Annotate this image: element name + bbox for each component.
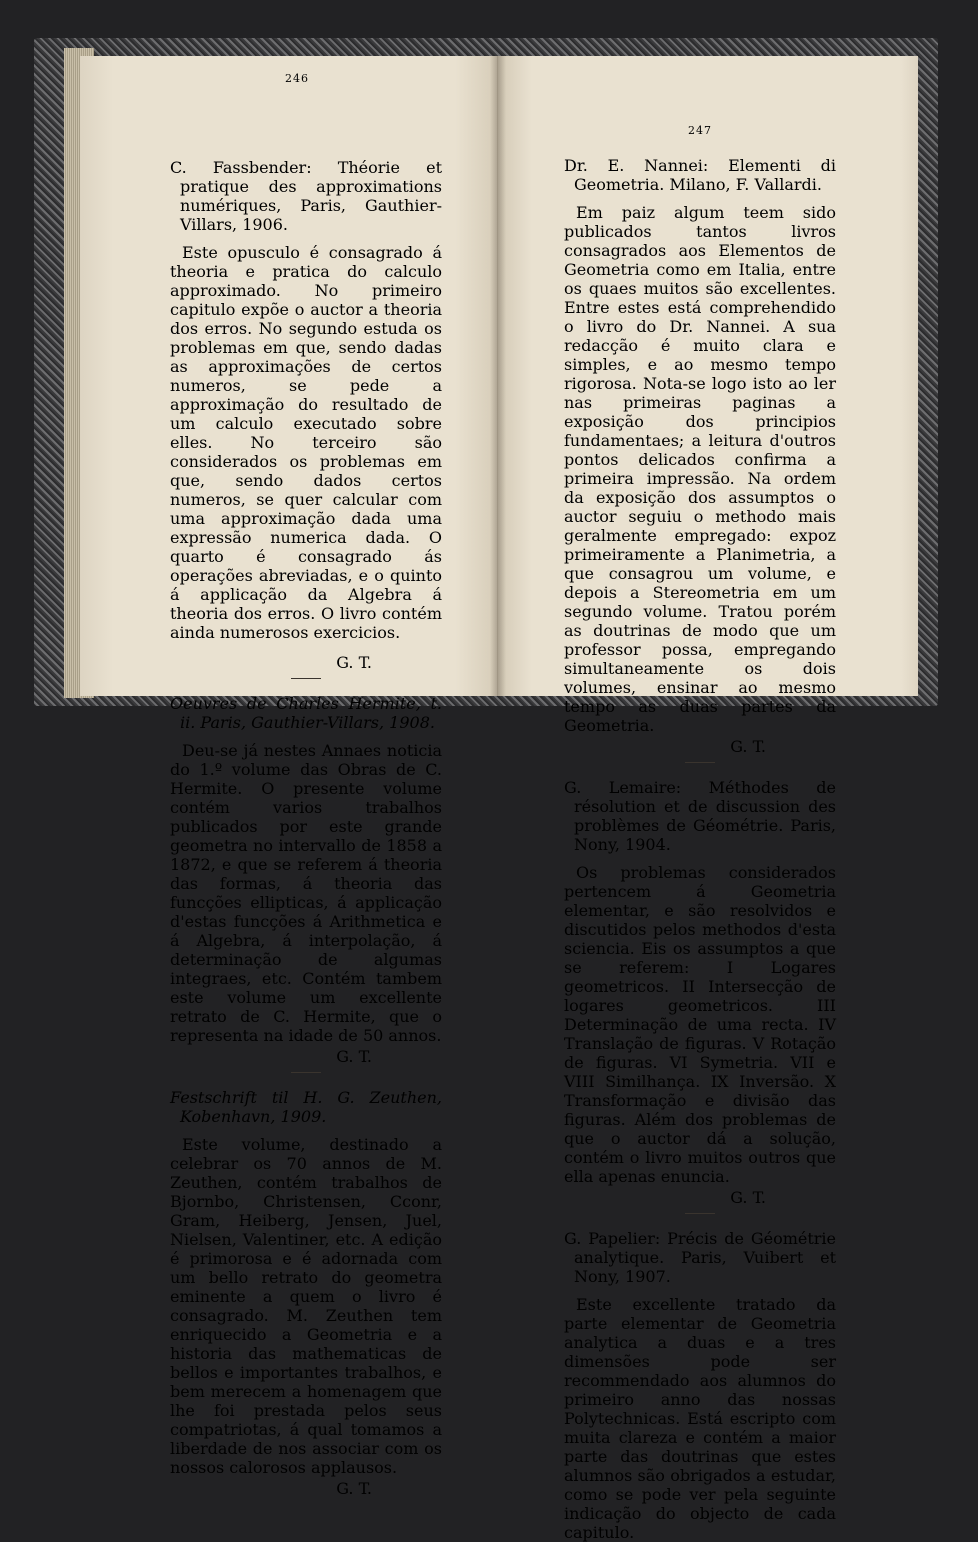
- review-body-nannei: Em paiz algum teem sido publicados tantos livros consagrados aos Elementos de Geometria como em Italia, entre os quaes muitos são excellentes. Entre estes está comprehendido o livro do Dr. Nannei. A sua redacção é muito clara e simples, e ao mesmo tempo rigorosa. Nota-se logo isto ao ler nas primeiras paginas a exposição dos principios fundamentaes; a leitura d'outros pontos delicados confirma a primeira impressão. Na ordem da exposição dos assumptos o auctor seguiu o methodo mais geralmente empregado: expoz primeiramente a Planimetria, a que consagrou um volume, e depois a Stereometria em um segundo volume. Tratou porém as doutrinas de modo que um professor possa, empregando simultaneamente os dois volumes, ensinar ao mesmo tempo as duas partes da Geometria.: [564, 203, 836, 735]
- review-signature: G. T.: [730, 1188, 766, 1207]
- review-heading-fassbender: C. Fassbender: Théorie et pratique des approximations numériques, Paris, Gauthier-Villars, 1906.: [170, 158, 442, 234]
- review-body-lemaire: Os problemas considerados pertencem á Geometria elementar, e são resolvidos e discutidos pelos methodos d'esta sciencia. Eis os assumptos a que se referem: I Logares geometricos. II Intersecção de logares geometricos. III Determinação de uma recta. IV Translação de figuras. V Rotação de figuras. VI Symetria. VII e VIII Similhança. IX Inversão. X Transformação e divisão das figuras. Além dos problemas de que o auctor dá a solução, contém o livro muitos outros que ella apenas enuncia.: [564, 863, 836, 1186]
- review-body-papelier: Este excellente tratado da parte elementar de Geometria analytica a duas e a tres dimensões pode ser recommendado aos alumnos do primeiro anno das nossas Polytechnicas. Está escripto com muita clareza e contém a maior parte das doutrinas que estes alumnos são obrigados a estudar, como se pode ver pela seguinte indicação do objecto de cada capitulo.: [564, 1295, 836, 1542]
- right-page-column: [564, 156, 836, 1542]
- review-heading-zeuthen: Festschrift til H. G. Zeuthen, Kobenhavn, 1909.: [170, 1088, 442, 1126]
- left-page-column: [170, 158, 442, 1498]
- book-gutter: [490, 56, 506, 696]
- page-number-right: 247: [688, 124, 712, 137]
- section-divider: [685, 1213, 715, 1214]
- page-number-left: 246: [285, 72, 309, 85]
- review-signature: G. T.: [336, 1047, 372, 1066]
- review-body-hermite: Deu-se já nestes Annaes noticia do 1.º volume das Obras de C. Hermite. O presente volume contém varios trabalhos publicados por este grande geometra no intervallo de 1858 a 1872, e que se referem á theoria das formas, á theoria das funcções ellipticas, á applicação d'estas funcções á Arithmetica e á Algebra, á interpolação, á determinação de algumas integraes, etc. Contém tambem este volume um excellente retrato de C. Hermite, que o representa na idade de 50 annos.: [170, 741, 442, 1045]
- review-body-fassbender: Este opusculo é consagrado á theoria e pratica do calculo approximado. No primeiro capitulo expõe o auctor a theoria dos erros. No segundo estuda os problemas em que, sendo dadas as approximações de certos numeros, se pede a approximação do resultado de um calculo executado sobre elles. No terceiro são considerados os problemas em que, sendo dados certos numeros, se quer calcular com uma approximação dada uma expressão numerica dada. O quarto é consagrado ás operações abreviadas, e o quinto á applicação da Algebra á theoria dos erros. O livro contém ainda numerosos exercicios.: [170, 243, 442, 642]
- review-heading-lemaire: G. Lemaire: Méthodes de résolution et de discussion des problèmes de Géométrie. Paris, Nony, 1904.: [564, 778, 836, 854]
- section-divider: [291, 678, 321, 679]
- review-signature: G. T.: [730, 737, 766, 756]
- review-signature: G. T.: [336, 1479, 372, 1498]
- review-heading-nannei: Dr. E. Nannei: Elementi di Geometria. Milano, F. Vallardi.: [564, 156, 836, 194]
- review-heading-hermite: Oeuvres de Charles Hermite, t. ii. Paris, Gauthier-Villars, 1908.: [170, 694, 442, 732]
- review-heading-papelier: G. Papelier: Précis de Géométrie analytique. Paris, Vuibert et Nony, 1907.: [564, 1229, 836, 1286]
- section-divider: [685, 762, 715, 763]
- review-signature: G. T.: [336, 653, 372, 672]
- review-body-zeuthen: Este volume, destinado a celebrar os 70 annos de M. Zeuthen, contém trabalhos de Bjornbo, Christensen, Cconr, Gram, Heiberg, Jensen, Juel, Nielsen, Valentiner, etc. A edição é primorosa e é adornada com um bello retrato do geometra eminente a quem o livro é consagrado. M. Zeuthen tem enriquecido a Geometria e a historia das mathematicas de bellos e importantes trabalhos, e bem merecem a homenagem que lhe foi prestada pelos seus compatriotas, á qual tomamos a liberdade de nos associar com os nossos calorosos applausos.: [170, 1135, 442, 1477]
- section-divider: [291, 1072, 321, 1073]
